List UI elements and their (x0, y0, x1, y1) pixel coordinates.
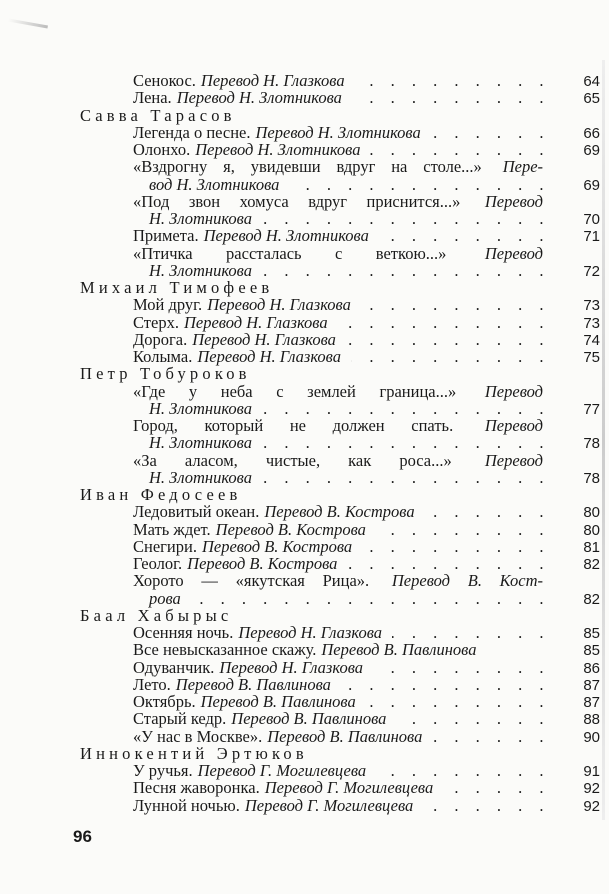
entry-translator: Перевод Г. Могилевцева (244, 795, 414, 815)
dot-leader (396, 710, 550, 727)
entry-page: 73 (583, 314, 600, 332)
entry-page: 88 (583, 711, 600, 729)
entry-title: Стерх. (133, 312, 179, 332)
entry-translator: Перевод (484, 243, 543, 263)
entry-title: Лена. (133, 88, 172, 108)
entry-title: Дорога. (133, 329, 188, 349)
entry-translator: Перевод В. Кострова (215, 519, 366, 539)
entry-translator: Перевод Г. Могилевцева (264, 778, 434, 798)
dot-leader (352, 89, 550, 106)
table-of-contents (80, 72, 600, 814)
entry-translator: Перевод Н. Глазкова (238, 623, 383, 642)
entry-page: 82 (583, 556, 600, 573)
toc-entry (80, 710, 600, 727)
toc-entry (80, 641, 600, 658)
toc-entry (80, 538, 600, 555)
entry-translator: Перевод (484, 381, 544, 401)
toc-entry (80, 348, 600, 365)
entry-translator: Перевод В. Кострова (201, 536, 353, 556)
dot-leader (362, 538, 550, 555)
entry-translator: Перевод В. Павлинова (200, 692, 356, 711)
entry-translator: Перевод Н. Глазкова (207, 295, 351, 315)
entry-title: Лунной ночью. (133, 795, 240, 815)
toc-entry-continuation (80, 434, 600, 451)
toc-entry (80, 693, 600, 710)
entry-title: Осенняя ночь. (133, 623, 234, 642)
entry-title: Песня жаворонка. (133, 778, 260, 798)
entry-translator: Перевод В. Кост- (391, 571, 543, 591)
entry-title: Лето. (133, 674, 171, 694)
dot-leader (289, 176, 550, 193)
entry-page: 85 (583, 642, 600, 660)
toc-entry (80, 331, 600, 348)
entry-page: 74 (583, 331, 600, 349)
entry-title: Легенда о песне. (133, 122, 251, 142)
entry-translator: Перевод Н. Злотникова (203, 226, 369, 246)
entry-title: «Птичка рассталась с веткою...» (133, 243, 447, 263)
toc-entry-continuation (80, 469, 600, 486)
entry-title: Одуванчик. (133, 657, 215, 677)
entry-translator-cont: Н. Злотникова (149, 209, 252, 228)
entry-translator: Перевод Н. Глазкова (200, 71, 345, 90)
entry-line-1 (80, 383, 600, 400)
entry-title: Геолог. (133, 554, 183, 573)
toc-entry-continuation (80, 400, 600, 417)
entry-line-1 (80, 572, 600, 589)
entry-page: 75 (583, 349, 600, 366)
entry-title: Снегири. (133, 536, 197, 556)
entry-title: У ручья. (133, 761, 193, 780)
entry-translator: Перевод В. Павлинова (231, 709, 387, 729)
entry-page: 82 (583, 590, 600, 608)
entry-page: 85 (583, 625, 600, 642)
entry-translator: Перевод В. Павлинова (321, 640, 477, 660)
entry-title: Хорото — «якутская Рица». (133, 571, 370, 591)
entry-translator: Перевод Н. Глазкова (197, 347, 341, 366)
toc-entry (80, 555, 600, 572)
entry-page: 69 (583, 176, 600, 194)
scan-mark (8, 19, 48, 29)
toc-entry (80, 314, 600, 331)
dot-leader (338, 314, 550, 331)
entry-translator: Перевод (484, 416, 543, 435)
toc-entry (80, 503, 600, 520)
entry-translator: Перевод Н. Злотникова (195, 140, 361, 159)
entry-title: Олонхо. (133, 140, 191, 159)
dot-leader (262, 400, 550, 417)
entry-page: 65 (583, 90, 600, 108)
entry-page: 66 (583, 124, 600, 142)
entry-translator: Перевод Н. Глазкова (183, 312, 328, 332)
entry-line-1 (80, 193, 600, 210)
entry-page: 80 (583, 521, 600, 539)
entry-translator: Перевод Г. Могилевцева (197, 761, 367, 780)
toc-entry (80, 124, 600, 141)
entry-line-1 (80, 158, 600, 175)
entry-title: Старый кедр. (133, 709, 227, 729)
entry-page: 70 (583, 211, 600, 228)
entry-title: Сенокос. (133, 71, 196, 90)
entry-translator-cont: Н. Злотникова (149, 260, 252, 280)
dot-leader (392, 624, 550, 641)
toc-entry (80, 659, 600, 676)
author-heading: Савва Тарасов (80, 105, 236, 125)
entry-translator: Перевод (484, 450, 543, 470)
toc-entry (80, 728, 600, 745)
entry-translator: Перевод Н. Злотникова (176, 88, 342, 108)
entry-translator: Перевод В. Павлинова (267, 726, 423, 746)
toc-entry-continuation (80, 210, 600, 227)
entry-title: «За аласом, чистые, как роса...» (133, 450, 452, 470)
entry-line-1 (80, 452, 600, 469)
entry-title: Колыма. (133, 347, 193, 366)
entry-line-1 (80, 245, 600, 262)
toc-entry (80, 521, 600, 538)
entry-title: «Под звон хомуса вдруг приснится...» (133, 191, 461, 211)
dot-leader (425, 503, 550, 520)
entry-title: Мой друг. (133, 295, 203, 315)
author-heading: Михаил Тимофеев (80, 278, 274, 297)
dot-leader (379, 227, 550, 244)
entry-title: Ледовитый океан. (133, 502, 260, 522)
toc-entry-continuation (80, 262, 600, 279)
entry-page: 78 (583, 435, 600, 453)
entry-translator: Перевод Н. Глазкова (192, 329, 336, 349)
entry-title: Мать ждет. (133, 519, 211, 539)
dot-leader (361, 296, 550, 313)
toc-entry (80, 296, 600, 313)
toc-entry (80, 89, 600, 106)
entry-translator-cont: вод Н. Злотникова (149, 174, 280, 194)
entry-page: 64 (583, 73, 600, 90)
toc-entry (80, 676, 600, 693)
author-heading: Баал Хабырыс (80, 605, 233, 625)
toc-entry (80, 797, 600, 814)
page-edge-shadow (602, 60, 605, 820)
entry-title: «Вздрогну я, увидевши вдруг на столе...» (133, 157, 482, 177)
dot-leader (370, 141, 550, 158)
entry-translator-cont: Н. Злотникова (149, 433, 252, 453)
entry-translator: Пере- (502, 157, 544, 177)
dot-leader (351, 348, 550, 365)
entry-title: Октябрь. (133, 692, 196, 711)
toc-entry (80, 227, 600, 244)
entry-translator-cont: рова (149, 588, 181, 608)
entry-page: 87 (583, 676, 600, 694)
entry-page: 71 (583, 228, 600, 246)
entry-page: 92 (583, 797, 600, 815)
dot-leader (341, 676, 550, 693)
toc-entry-continuation (80, 590, 600, 607)
entry-page: 77 (583, 400, 600, 418)
entry-page: 91 (583, 763, 600, 780)
entry-translator-cont: Н. Злотникова (149, 467, 252, 487)
page-number: 96 (73, 827, 92, 846)
entry-title: Город, который не должен спать. (133, 416, 454, 435)
dot-leader (262, 469, 550, 486)
entry-translator: Перевод Н. Злотникова (255, 122, 421, 142)
entry-page: 90 (583, 728, 600, 746)
author-heading: Иннокентий Эртюков (80, 743, 308, 763)
entry-title: Все невысказанное скажу. (133, 640, 317, 660)
dot-leader (423, 797, 550, 814)
entry-page: 92 (583, 780, 600, 798)
dot-leader (373, 659, 550, 676)
entry-translator: Перевод В. Павлинова (175, 674, 331, 694)
toc-entry (80, 762, 600, 779)
toc-entry (80, 72, 600, 89)
entry-translator: Перевод В. Кострова (264, 502, 415, 522)
entry-translator: Перевод (484, 191, 543, 211)
dot-leader (262, 434, 550, 451)
entry-page: 80 (583, 504, 600, 522)
author-heading: Иван Федосеев (80, 485, 242, 504)
dot-leader (431, 124, 550, 141)
entry-page: 81 (583, 538, 600, 556)
dot-leader (191, 590, 550, 607)
entry-page: 69 (583, 142, 600, 159)
entry-line-1 (80, 417, 600, 434)
entry-page: 73 (583, 297, 600, 315)
dot-leader (432, 728, 550, 745)
dot-leader (443, 779, 550, 796)
dot-leader (262, 262, 550, 279)
dot-leader (376, 762, 550, 779)
toc-entry (80, 141, 600, 158)
dot-leader (355, 72, 550, 89)
dot-leader (262, 210, 550, 227)
toc-entry-continuation (80, 176, 600, 193)
entry-title: «Где у неба с землей граница...» (133, 381, 457, 401)
entry-translator: Перевод Н. Глазкова (219, 657, 364, 677)
dot-leader (366, 693, 550, 710)
entry-page: 72 (583, 262, 600, 280)
dot-leader (347, 555, 550, 572)
entry-translator-cont: Н. Злотникова (149, 398, 252, 418)
entry-page: 78 (583, 469, 600, 487)
entry-page: 86 (583, 659, 600, 677)
author-heading: Петр Тобуроков (80, 364, 251, 384)
toc-entry (80, 779, 600, 796)
dot-leader (376, 521, 550, 538)
entry-page: 87 (583, 694, 600, 711)
entry-title: «У нас в Москве». (133, 726, 263, 746)
entry-translator: Перевод В. Кострова (187, 554, 338, 573)
entry-title: Примета. (133, 226, 199, 246)
toc-entry (80, 624, 600, 641)
dot-leader (346, 331, 550, 348)
